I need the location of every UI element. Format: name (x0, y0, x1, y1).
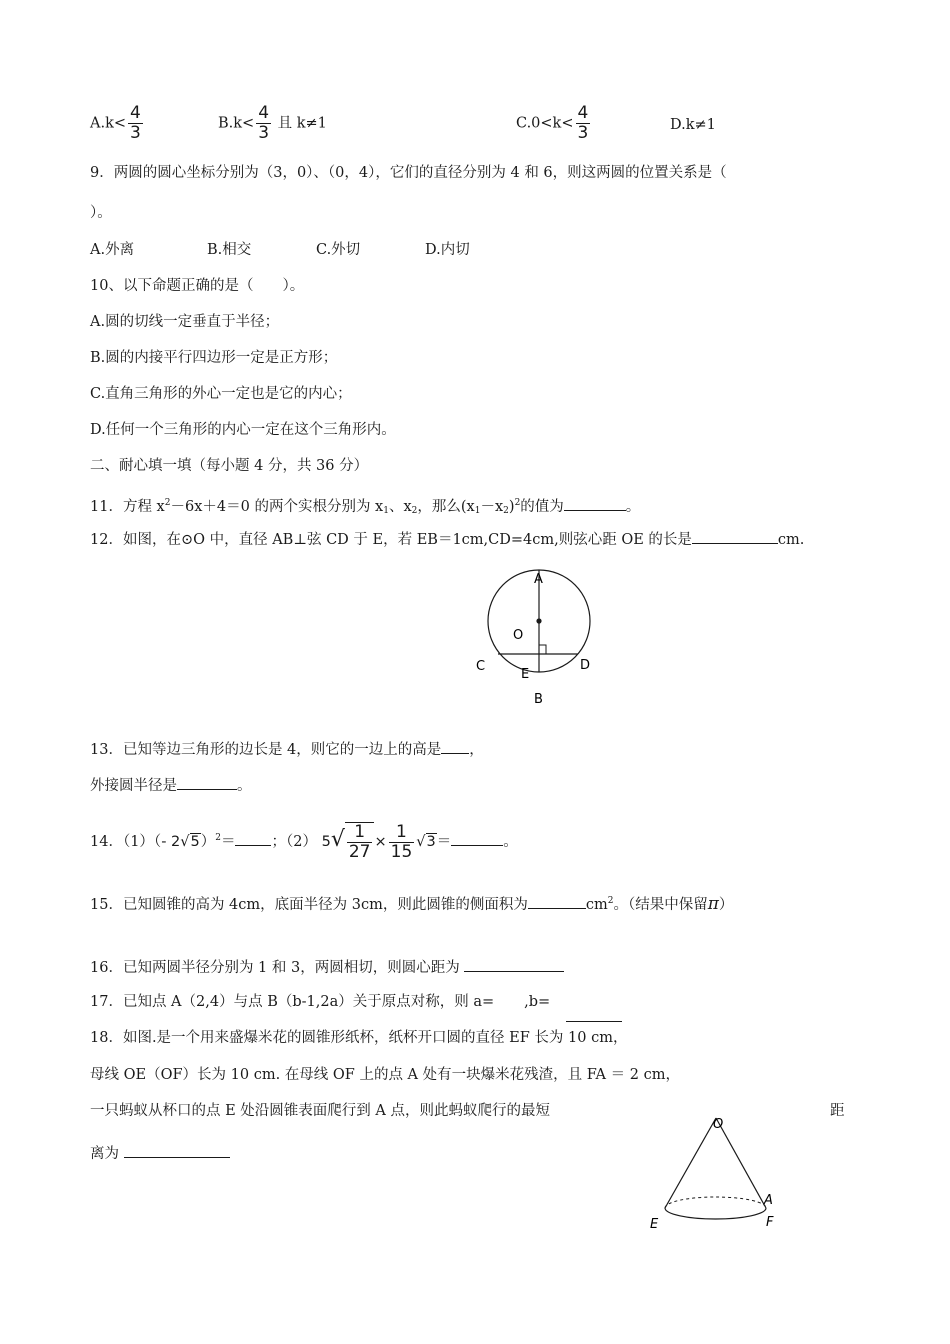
cone-diagram (640, 1110, 790, 1235)
q18-line2: 母线 OE（OF）长为 10 cm. 在母线 OF 上的点 A 处有一块爆米花残渣，且 FA ＝ 2 cm， (90, 1067, 680, 1083)
q12-text: 12．如图，在⊙O 中，直径 AB⊥弦 CD 于 E，若 EB＝1cm,CD=4cm,则弦心距 OE 的长是 cm. (90, 528, 804, 550)
answer-blank (124, 1142, 230, 1158)
q10-option-b: B.圆的内接平行四边形一定是正方形； (90, 350, 338, 366)
q10-option-c: C.直角三角形的外心一定也是它的内心； (90, 386, 352, 402)
fraction-1-15: $\frac{1}{15}$ (390, 821, 413, 862)
q9-stem-line2: ）。 (90, 205, 112, 221)
label-d: D (580, 658, 591, 673)
center-point (536, 618, 541, 623)
label-o: O (513, 628, 524, 643)
section-title: 二、耐心填一填（每小题 4 分，共 36 分） (90, 458, 369, 474)
q8-option-d: D.k≠1 (670, 117, 716, 133)
fraction: $\frac{4}{3}$ (130, 103, 141, 143)
answer-blank (692, 528, 778, 544)
q18-line3: 一只蚂蚁从杯口的点 E 处沿圆锥表面爬行到 A 点，则此蚂蚁爬行的最短 (90, 1103, 550, 1119)
q10-option-d: D.任何一个三角形的内心一定在这个三角形内。 (90, 422, 396, 438)
fraction: $\frac{4}{3}$ (577, 103, 589, 143)
answer-blank (451, 830, 503, 846)
label-o: O (713, 1117, 724, 1132)
label-a: A (534, 572, 543, 587)
q8-option-a: A.k< $\frac{4}{3}$ (90, 103, 141, 143)
q9-option-b: B.相交 (207, 242, 252, 258)
q13-line2: 外接圆半径是 。 (90, 774, 252, 796)
q15-text: 15．已知圆锥的高为 4cm，底面半径为 3cm，则此圆锥的侧面积为 $cm^2$。（结果中保留π） (90, 894, 734, 914)
q14-text: 14．（1）（- 2√5）$^2$＝ ；（2） 5√ $\frac{1}{27}$ × $\frac{1}{15}$ √3＝ 。 (90, 821, 518, 862)
q18-line3-end: 距 (830, 1103, 845, 1119)
right-angle-mark (539, 645, 546, 654)
answer-blank (177, 774, 237, 790)
q11-text: 11．方程 $x^2-6x+4=0$ 的两个实根分别为 $x_1$、$x_2$，那么$(x_1-x_2)^2$的值为 。 (90, 493, 640, 521)
q16-text: 16．已知两圆半径分别为 1 和 3，两圆相切，则圆心距为 (90, 956, 564, 978)
slant-of (716, 1118, 766, 1208)
answer-blank (564, 495, 626, 511)
circle-diagram (460, 565, 630, 715)
answer-blank (528, 893, 586, 909)
fraction-1-27: $\frac{1}{27}$ (348, 822, 371, 862)
q17-text: 17．已知点 A（2,4）与点 B（b-1,2a）关于原点对称，则 a= ,b= (90, 994, 551, 1010)
q8-option-c: C.0<k< $\frac{4}{3}$ (516, 103, 589, 143)
q10-stem: 10、以下命题正确的是（ ）。 (90, 278, 305, 294)
label-e: E (650, 1217, 659, 1232)
q8-option-b: B.k< $\frac{4}{3}$ 且 k≠1 (218, 103, 327, 143)
q9-option-c: C.外切 (316, 242, 361, 258)
label-b: B (534, 692, 543, 707)
base-front-arc (665, 1208, 766, 1219)
q9-stem-line1: 9．两圆的圆心坐标分别为（3，0）、（0，4），它们的直径分别为 4 和 6，则这两圆的位置关系是（ (90, 165, 727, 181)
label-f: F (766, 1215, 774, 1230)
base-back-arc (665, 1197, 766, 1208)
answer-blank (235, 830, 271, 846)
label-e: E (521, 667, 530, 682)
answer-blank (441, 738, 469, 754)
fraction: $\frac{4}{3}$ (258, 103, 270, 143)
q9-option-a: A.外离 (90, 242, 135, 258)
label-a: A (764, 1193, 773, 1208)
q13-line1: 13．已知等边三角形的边长是 4，则它的一边上的高是 ， (90, 738, 484, 760)
answer-blank (464, 956, 564, 972)
q9-option-d: D.内切 (425, 242, 470, 258)
q10-option-a: A.圆的切线一定垂直于半径； (90, 314, 280, 330)
q18-line4: 离为 (90, 1142, 230, 1164)
label-c: C (476, 659, 486, 674)
q18-line1: 18．如图.是一个用来盛爆米花的圆锥形纸杯，纸杯开口圆的直径 EF 长为 10 cm， (90, 1030, 628, 1046)
slant-oe (665, 1118, 716, 1208)
answer-line (566, 1021, 622, 1022)
